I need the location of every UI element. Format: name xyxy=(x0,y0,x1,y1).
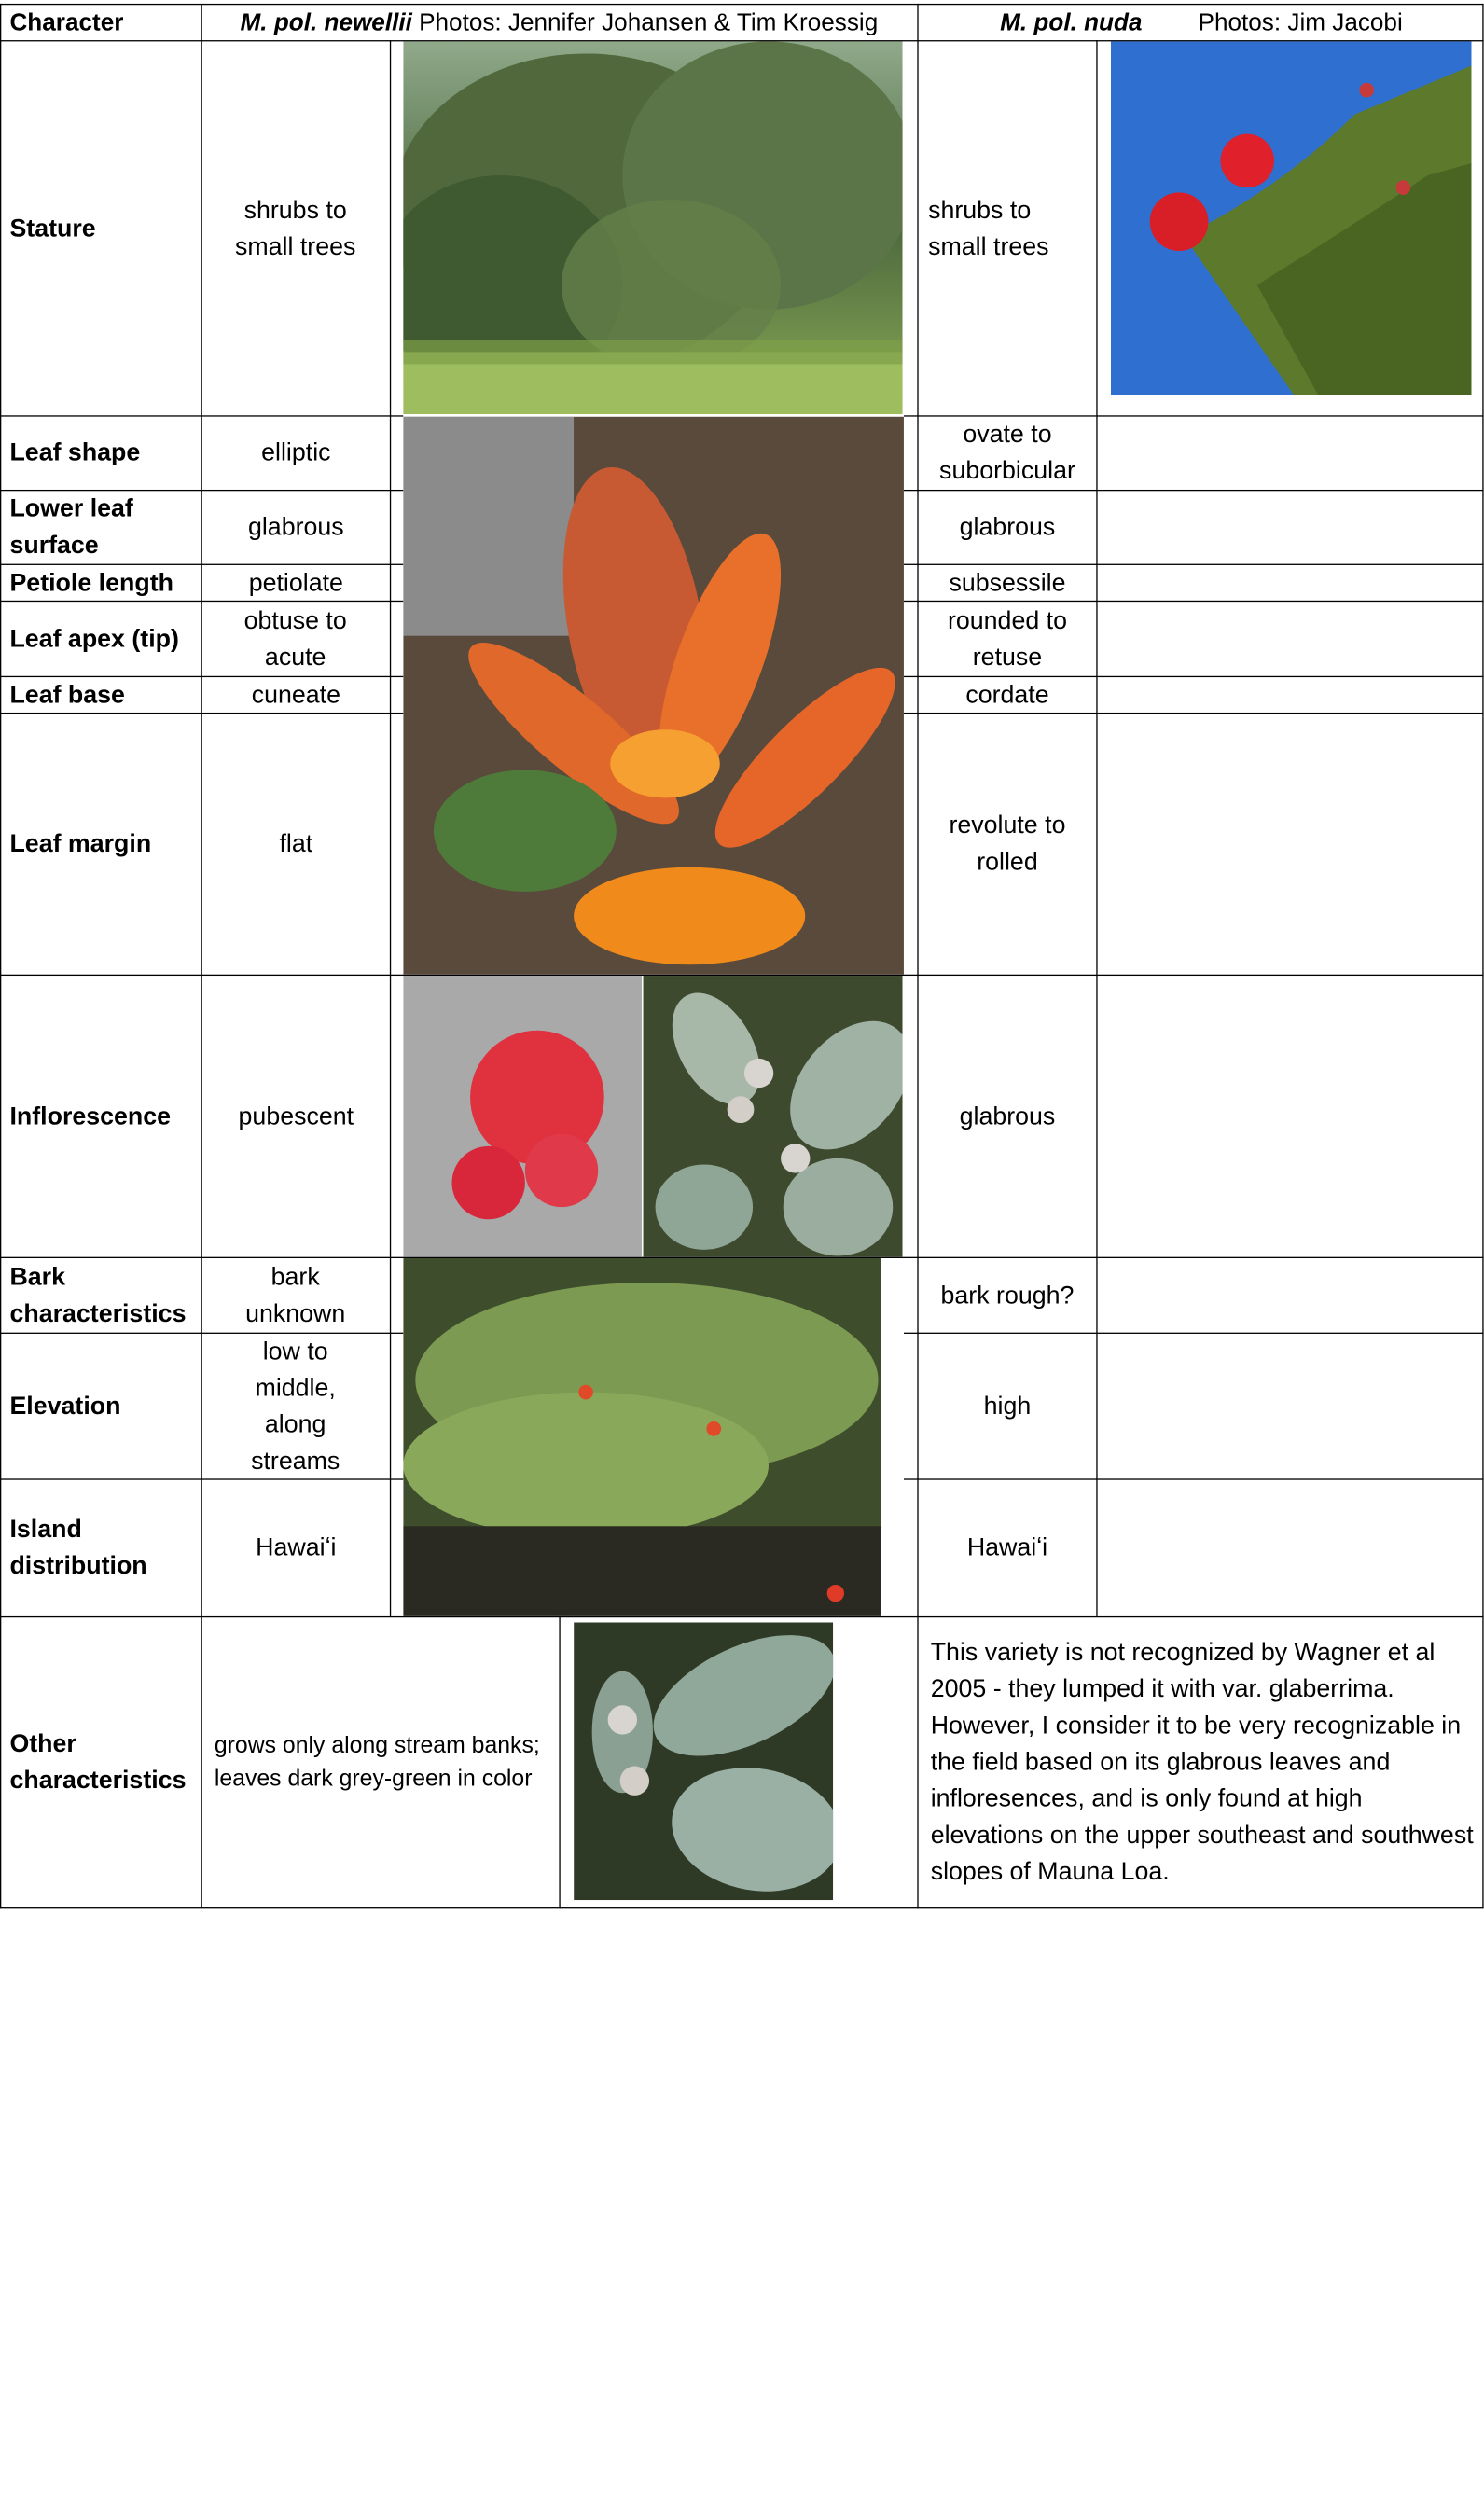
newellii-petiole-length: petiolate xyxy=(248,568,343,597)
newellii-elevation: low to middle, along streams xyxy=(251,1337,340,1475)
newellii-leaf-shape: elliptic xyxy=(261,438,331,467)
newellii-leaf-margin: flat xyxy=(279,829,313,858)
nuda-elevation: high xyxy=(983,1391,1032,1421)
newellii-stature: shrubs to small trees xyxy=(234,195,356,260)
header-character: Character xyxy=(9,8,124,36)
row-label-island-distribution: Island distribution xyxy=(9,1515,147,1580)
newellii-leaf-photo xyxy=(403,417,904,975)
nuda-stature-photo xyxy=(1111,41,1472,395)
newellii-credit: Photos: Jennifer Johansen & Tim Kroessig xyxy=(419,8,879,36)
row-label-stature: Stature xyxy=(9,214,96,243)
nuda-leaf-margin: revolute to rolled xyxy=(949,811,1066,876)
header-newellii xyxy=(201,4,917,41)
newellii-bud-photo xyxy=(644,976,903,1257)
nuda-island-distribution: Hawaiʻi xyxy=(966,1533,1048,1562)
newellii-island-distribution: Hawaiʻi xyxy=(256,1533,337,1562)
nuda-lower-leaf-surface: glabrous xyxy=(959,512,1056,541)
nuda-leaf-shape: ovate to suborbicular xyxy=(939,420,1075,485)
row-label-leaf-base: Leaf base xyxy=(9,680,125,709)
row-label-leaf-margin: Leaf margin xyxy=(9,829,152,858)
newellii-other-photo xyxy=(574,1622,833,1900)
newellii-habitat-photo xyxy=(403,1258,881,1616)
nuda-stature: shrubs to small trees xyxy=(928,195,1049,260)
row-label-elevation: Elevation xyxy=(9,1391,121,1421)
nuda-inflorescence: glabrous xyxy=(959,1102,1056,1130)
newellii-leaf-apex: obtuse to acute xyxy=(243,605,347,671)
row-label-petiole-length: Petiole length xyxy=(9,568,173,597)
nuda-leaf-base: cordate xyxy=(965,680,1049,709)
nuda-bark: bark rough? xyxy=(940,1281,1075,1310)
newellii-name: M. pol. newellii xyxy=(240,8,412,36)
row-label-inflorescence: Inflorescence xyxy=(9,1102,172,1130)
header-nuda xyxy=(917,4,1482,41)
row-label-lower-leaf-surface: Lower leaf surface xyxy=(9,494,133,560)
newellii-bark: bark unknown xyxy=(245,1262,346,1327)
row-label-other-characteristics: Other characteristics xyxy=(9,1729,187,1795)
nuda-other: This variety is not recognized by Wagner et al 2005 - they lumped it with var. glaberrima. However, I consider it to be very recognizable in the field based on its glabrous leaves and infloresences, and is only found at high elevations on the upper southeast and southwest slopes of Mauna Loa. xyxy=(930,1638,1474,1886)
row-label-leaf-apex: Leaf apex (tip) xyxy=(9,624,179,653)
nuda-name: M. pol. nuda xyxy=(1000,8,1143,36)
newellii-stature-photo xyxy=(403,41,902,414)
row-label-bark: Bark characteristics xyxy=(9,1262,187,1327)
row-label-leaf-shape: Leaf shape xyxy=(9,438,141,467)
newellii-leaf-base: cuneate xyxy=(251,680,340,709)
newellii-other: grows only along stream banks; leaves dark grey-green in color xyxy=(214,1733,540,1792)
nuda-leaf-apex: rounded to retuse xyxy=(947,605,1067,671)
nuda-credit: Photos: Jim Jacobi xyxy=(1198,8,1403,36)
newellii-flower-photo xyxy=(403,976,642,1257)
newellii-inflorescence: pubescent xyxy=(238,1102,354,1130)
newellii-lower-leaf-surface: glabrous xyxy=(247,512,344,541)
nuda-petiole-length: subsessile xyxy=(949,568,1066,597)
